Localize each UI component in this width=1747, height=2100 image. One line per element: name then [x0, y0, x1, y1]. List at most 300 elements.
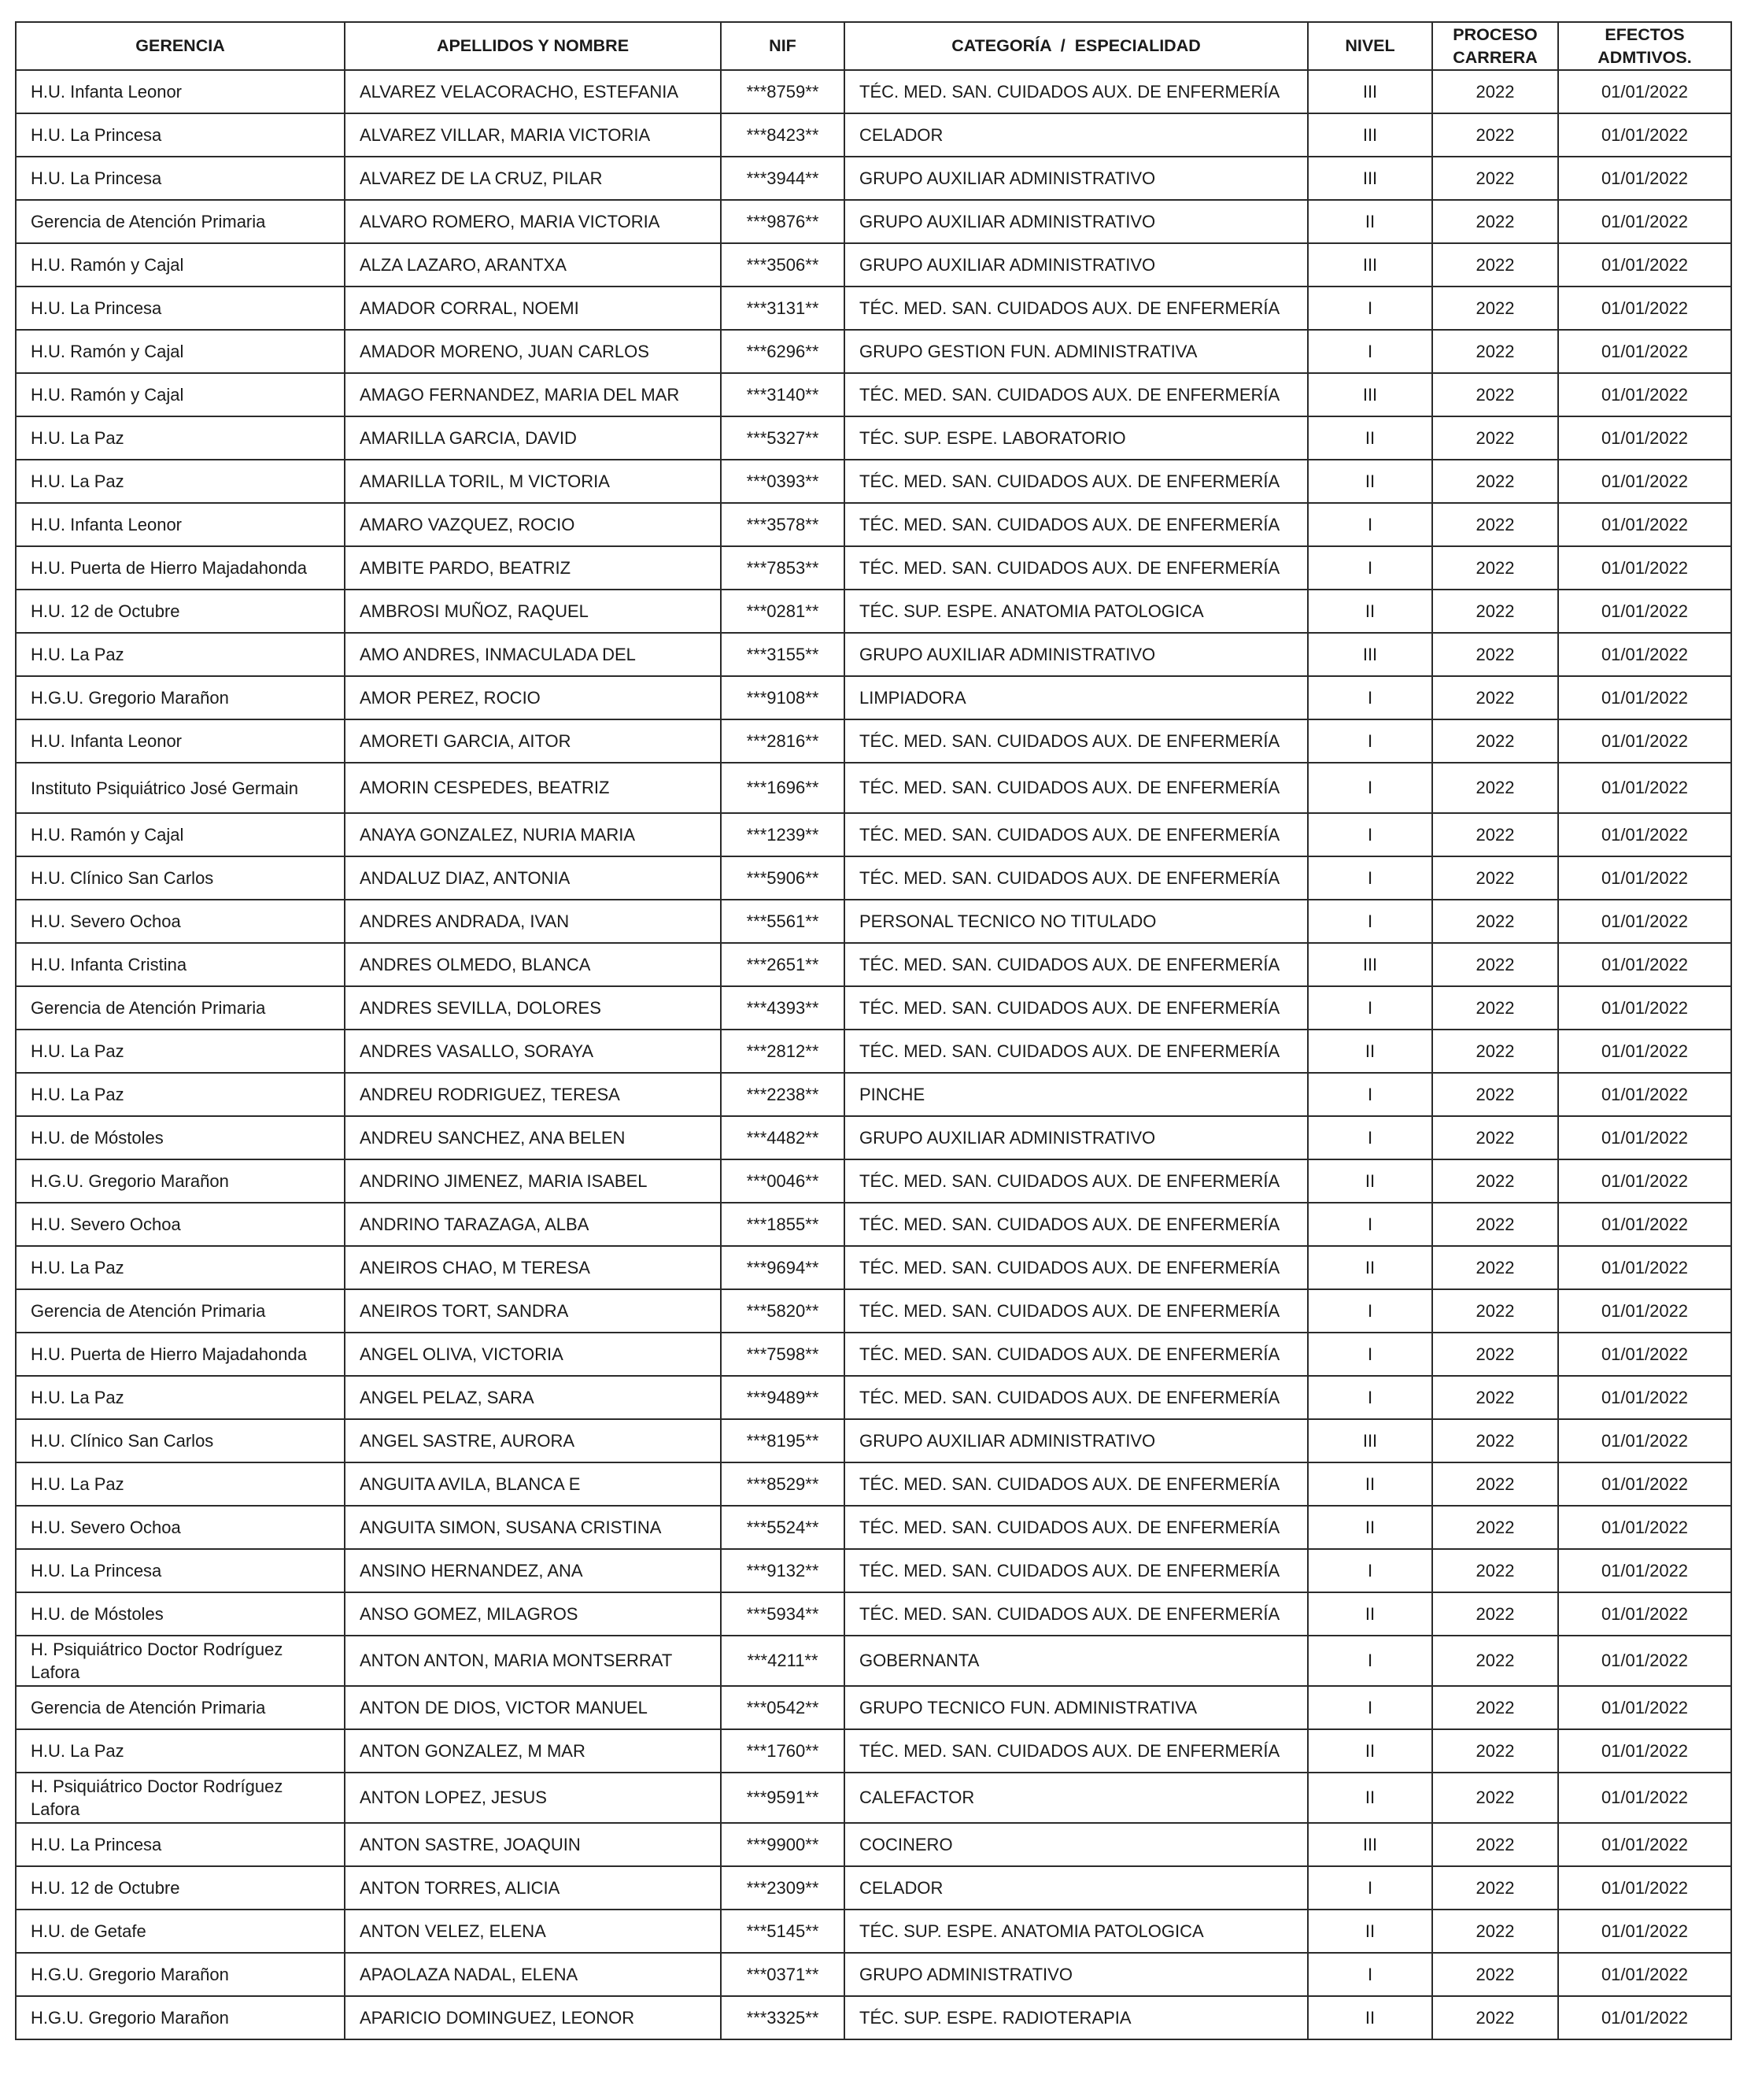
cell-categoria: TÉC. MED. SAN. CUIDADOS AUX. DE ENFERMERÍA — [844, 1289, 1308, 1333]
table-row — [16, 813, 1731, 856]
cell-nombre: ANGEL PELAZ, SARA — [345, 1376, 721, 1419]
cell-efectos: 01/01/2022 — [1558, 157, 1731, 200]
cell-gerencia: H.U. Severo Ochoa — [16, 900, 345, 943]
cell-categoria: TÉC. MED. SAN. CUIDADOS AUX. DE ENFERMERÍA — [844, 1333, 1308, 1376]
table-row — [16, 200, 1731, 243]
cell-gerencia: H.U. de Móstoles — [16, 1116, 345, 1159]
table-row — [16, 1159, 1731, 1203]
cell-nivel: II — [1308, 416, 1432, 460]
table-row — [16, 590, 1731, 633]
cell-nombre: ANTON GONZALEZ, M MAR — [345, 1729, 721, 1773]
cell-nif: ***9132** — [721, 1549, 844, 1592]
cell-proceso: 2022 — [1432, 856, 1558, 900]
table-row — [16, 763, 1731, 813]
col-header-proceso: PROCESO CARRERA — [1432, 22, 1558, 70]
cell-nombre: AMORIN CESPEDES, BEATRIZ — [345, 763, 721, 813]
cell-nombre: AMORETI GARCIA, AITOR — [345, 719, 721, 763]
cell-efectos: 01/01/2022 — [1558, 1462, 1731, 1506]
cell-categoria: TÉC. MED. SAN. CUIDADOS AUX. DE ENFERMERÍA — [844, 1030, 1308, 1073]
table-row — [16, 1953, 1731, 1996]
cell-nombre: ANEIROS CHAO, M TERESA — [345, 1246, 721, 1289]
cell-nif: ***3131** — [721, 287, 844, 330]
cell-proceso: 2022 — [1432, 1376, 1558, 1419]
cell-nivel: II — [1308, 1246, 1432, 1289]
table-row — [16, 1773, 1731, 1823]
cell-gerencia: H.U. Ramón y Cajal — [16, 243, 345, 287]
table-row — [16, 1549, 1731, 1592]
table-row — [16, 1203, 1731, 1246]
cell-proceso: 2022 — [1432, 1419, 1558, 1462]
cell-nombre: ANAYA GONZALEZ, NURIA MARIA — [345, 813, 721, 856]
table-row — [16, 460, 1731, 503]
cell-nivel: III — [1308, 70, 1432, 113]
cell-efectos: 01/01/2022 — [1558, 70, 1731, 113]
col-header-efectos: EFECTOS ADMTIVOS. — [1558, 22, 1731, 70]
cell-categoria: TÉC. MED. SAN. CUIDADOS AUX. DE ENFERMERÍA — [844, 1592, 1308, 1636]
cell-nif: ***2651** — [721, 943, 844, 986]
cell-categoria: TÉC. MED. SAN. CUIDADOS AUX. DE ENFERMERÍA — [844, 856, 1308, 900]
table-row — [16, 416, 1731, 460]
cell-gerencia: H.U. 12 de Octubre — [16, 1866, 345, 1910]
cell-efectos: 01/01/2022 — [1558, 373, 1731, 416]
cell-efectos: 01/01/2022 — [1558, 460, 1731, 503]
cell-gerencia: H.U. Puerta de Hierro Majadahonda — [16, 546, 345, 590]
cell-proceso: 2022 — [1432, 1866, 1558, 1910]
cell-nombre: ANGUITA SIMON, SUSANA CRISTINA — [345, 1506, 721, 1549]
cell-nif: ***5145** — [721, 1910, 844, 1953]
cell-gerencia: H.U. Puerta de Hierro Majadahonda — [16, 1333, 345, 1376]
personnel-table — [15, 21, 1732, 2040]
cell-categoria: TÉC. MED. SAN. CUIDADOS AUX. DE ENFERMERÍA — [844, 1729, 1308, 1773]
cell-efectos: 01/01/2022 — [1558, 287, 1731, 330]
cell-nombre: AMADOR MORENO, JUAN CARLOS — [345, 330, 721, 373]
cell-gerencia: H.U. Infanta Cristina — [16, 943, 345, 986]
cell-nivel: II — [1308, 1592, 1432, 1636]
cell-nombre: ANEIROS TORT, SANDRA — [345, 1289, 721, 1333]
cell-efectos: 01/01/2022 — [1558, 1289, 1731, 1333]
cell-efectos: 01/01/2022 — [1558, 546, 1731, 590]
cell-nivel: III — [1308, 633, 1432, 676]
table-row — [16, 1729, 1731, 1773]
cell-gerencia: H. Psiquiátrico Doctor Rodríguez Lafora — [16, 1773, 345, 1823]
cell-nombre: ANGUITA AVILA, BLANCA E — [345, 1462, 721, 1506]
cell-efectos: 01/01/2022 — [1558, 1910, 1731, 1953]
cell-gerencia: H.U. La Princesa — [16, 287, 345, 330]
cell-categoria: TÉC. SUP. ESPE. RADIOTERAPIA — [844, 1996, 1308, 2039]
table-row — [16, 330, 1731, 373]
table-row — [16, 986, 1731, 1030]
cell-proceso: 2022 — [1432, 1686, 1558, 1729]
cell-proceso: 2022 — [1432, 590, 1558, 633]
table-row — [16, 856, 1731, 900]
cell-nivel: III — [1308, 157, 1432, 200]
cell-nivel: I — [1308, 1549, 1432, 1592]
cell-proceso: 2022 — [1432, 546, 1558, 590]
cell-proceso: 2022 — [1432, 1159, 1558, 1203]
cell-nombre: AMBITE PARDO, BEATRIZ — [345, 546, 721, 590]
cell-proceso: 2022 — [1432, 1729, 1558, 1773]
cell-efectos: 01/01/2022 — [1558, 1376, 1731, 1419]
cell-nivel: II — [1308, 1910, 1432, 1953]
cell-gerencia: H.U. La Princesa — [16, 1823, 345, 1866]
cell-nif: ***9694** — [721, 1246, 844, 1289]
cell-categoria: GRUPO AUXILIAR ADMINISTRATIVO — [844, 157, 1308, 200]
cell-gerencia: H.U. de Getafe — [16, 1910, 345, 1953]
cell-nombre: ANDALUZ DIAZ, ANTONIA — [345, 856, 721, 900]
cell-nif: ***5906** — [721, 856, 844, 900]
cell-gerencia: H.U. Severo Ochoa — [16, 1203, 345, 1246]
cell-gerencia: H.U. Clínico San Carlos — [16, 856, 345, 900]
table-row — [16, 1376, 1731, 1419]
cell-nombre: ANTON DE DIOS, VICTOR MANUEL — [345, 1686, 721, 1729]
table-row — [16, 1246, 1731, 1289]
cell-nif: ***2812** — [721, 1030, 844, 1073]
cell-categoria: GRUPO GESTION FUN. ADMINISTRATIVA — [844, 330, 1308, 373]
cell-proceso: 2022 — [1432, 719, 1558, 763]
cell-gerencia: H.U. La Princesa — [16, 113, 345, 157]
table-row — [16, 287, 1731, 330]
cell-efectos: 01/01/2022 — [1558, 1333, 1731, 1376]
cell-gerencia: H.U. Ramón y Cajal — [16, 330, 345, 373]
cell-nivel: III — [1308, 243, 1432, 287]
cell-categoria: TÉC. MED. SAN. CUIDADOS AUX. DE ENFERMERÍA — [844, 1462, 1308, 1506]
cell-categoria: TÉC. MED. SAN. CUIDADOS AUX. DE ENFERMERÍA — [844, 986, 1308, 1030]
cell-nivel: I — [1308, 1376, 1432, 1419]
cell-nif: ***0393** — [721, 460, 844, 503]
cell-categoria: PERSONAL TECNICO NO TITULADO — [844, 900, 1308, 943]
cell-nif: ***8529** — [721, 1462, 844, 1506]
cell-proceso: 2022 — [1432, 70, 1558, 113]
cell-nivel: II — [1308, 1773, 1432, 1823]
cell-categoria: GRUPO AUXILIAR ADMINISTRATIVO — [844, 1116, 1308, 1159]
cell-gerencia: H.U. Infanta Leonor — [16, 70, 345, 113]
cell-nivel: I — [1308, 856, 1432, 900]
cell-nif: ***5561** — [721, 900, 844, 943]
cell-categoria: TÉC. MED. SAN. CUIDADOS AUX. DE ENFERMERÍA — [844, 1203, 1308, 1246]
cell-efectos: 01/01/2022 — [1558, 200, 1731, 243]
cell-gerencia: H.U. La Paz — [16, 633, 345, 676]
cell-nombre: ANTON VELEZ, ELENA — [345, 1910, 721, 1953]
cell-nif: ***5934** — [721, 1592, 844, 1636]
cell-categoria: GRUPO ADMINISTRATIVO — [844, 1953, 1308, 1996]
table-row — [16, 633, 1731, 676]
cell-nif: ***8195** — [721, 1419, 844, 1462]
cell-nif: ***8423** — [721, 113, 844, 157]
cell-nombre: ANSINO HERNANDEZ, ANA — [345, 1549, 721, 1592]
table-row — [16, 1462, 1731, 1506]
cell-gerencia: H. Psiquiátrico Doctor Rodríguez Lafora — [16, 1636, 345, 1686]
cell-gerencia: Gerencia de Atención Primaria — [16, 1289, 345, 1333]
cell-nif: ***3155** — [721, 633, 844, 676]
cell-nif: ***9489** — [721, 1376, 844, 1419]
cell-nif: ***9876** — [721, 200, 844, 243]
cell-nombre: AMARO VAZQUEZ, ROCIO — [345, 503, 721, 546]
cell-nombre: AMBROSI MUÑOZ, RAQUEL — [345, 590, 721, 633]
cell-categoria: CELADOR — [844, 113, 1308, 157]
cell-efectos: 01/01/2022 — [1558, 1159, 1731, 1203]
cell-nivel: II — [1308, 460, 1432, 503]
cell-categoria: TÉC. SUP. ESPE. LABORATORIO — [844, 416, 1308, 460]
cell-gerencia: H.G.U. Gregorio Marañon — [16, 676, 345, 719]
cell-gerencia: H.U. La Paz — [16, 460, 345, 503]
cell-nif: ***1855** — [721, 1203, 844, 1246]
cell-nombre: ALZA LAZARO, ARANTXA — [345, 243, 721, 287]
cell-efectos: 01/01/2022 — [1558, 1419, 1731, 1462]
cell-nivel: II — [1308, 200, 1432, 243]
cell-nivel: I — [1308, 1636, 1432, 1686]
table-row — [16, 503, 1731, 546]
cell-nif: ***4393** — [721, 986, 844, 1030]
cell-nif: ***0046** — [721, 1159, 844, 1203]
table-row — [16, 1686, 1731, 1729]
cell-gerencia: Gerencia de Atención Primaria — [16, 986, 345, 1030]
col-header-nif: NIF — [721, 22, 844, 70]
cell-categoria: TÉC. MED. SAN. CUIDADOS AUX. DE ENFERMERÍA — [844, 719, 1308, 763]
cell-efectos: 01/01/2022 — [1558, 1729, 1731, 1773]
cell-gerencia: H.U. Ramón y Cajal — [16, 373, 345, 416]
cell-nivel: II — [1308, 1506, 1432, 1549]
cell-nivel: II — [1308, 1030, 1432, 1073]
cell-efectos: 01/01/2022 — [1558, 763, 1731, 813]
table-row — [16, 676, 1731, 719]
cell-nivel: III — [1308, 373, 1432, 416]
cell-gerencia: H.G.U. Gregorio Marañon — [16, 1953, 345, 1996]
cell-proceso: 2022 — [1432, 200, 1558, 243]
cell-categoria: CALEFACTOR — [844, 1773, 1308, 1823]
cell-nif: ***3578** — [721, 503, 844, 546]
table-row — [16, 1289, 1731, 1333]
cell-proceso: 2022 — [1432, 1953, 1558, 1996]
table-row — [16, 1592, 1731, 1636]
cell-nif: ***2238** — [721, 1073, 844, 1116]
cell-nif: ***4211** — [721, 1636, 844, 1686]
cell-nif: ***9900** — [721, 1823, 844, 1866]
cell-categoria: GRUPO AUXILIAR ADMINISTRATIVO — [844, 633, 1308, 676]
table-row — [16, 1419, 1731, 1462]
cell-nombre: ANSO GOMEZ, MILAGROS — [345, 1592, 721, 1636]
cell-efectos: 01/01/2022 — [1558, 1030, 1731, 1073]
cell-nombre: ANDRINO TARAZAGA, ALBA — [345, 1203, 721, 1246]
cell-efectos: 01/01/2022 — [1558, 1549, 1731, 1592]
table-row — [16, 1636, 1731, 1686]
cell-nif: ***3140** — [721, 373, 844, 416]
cell-nombre: AMOR PEREZ, ROCIO — [345, 676, 721, 719]
cell-nif: ***2816** — [721, 719, 844, 763]
cell-proceso: 2022 — [1432, 1636, 1558, 1686]
cell-gerencia: H.U. La Paz — [16, 1030, 345, 1073]
cell-efectos: 01/01/2022 — [1558, 1246, 1731, 1289]
cell-efectos: 01/01/2022 — [1558, 1073, 1731, 1116]
cell-nombre: AMARILLA GARCIA, DAVID — [345, 416, 721, 460]
cell-categoria: TÉC. MED. SAN. CUIDADOS AUX. DE ENFERMERÍA — [844, 813, 1308, 856]
cell-efectos: 01/01/2022 — [1558, 330, 1731, 373]
cell-efectos: 01/01/2022 — [1558, 943, 1731, 986]
cell-gerencia: H.U. Infanta Leonor — [16, 719, 345, 763]
cell-nombre: AMARILLA TORIL, M VICTORIA — [345, 460, 721, 503]
cell-nombre: AMAGO FERNANDEZ, MARIA DEL MAR — [345, 373, 721, 416]
cell-nif: ***4482** — [721, 1116, 844, 1159]
cell-nif: ***7853** — [721, 546, 844, 590]
cell-nombre: ALVAREZ VELACORACHO, ESTEFANIA — [345, 70, 721, 113]
cell-categoria: GRUPO AUXILIAR ADMINISTRATIVO — [844, 243, 1308, 287]
cell-categoria: TÉC. MED. SAN. CUIDADOS AUX. DE ENFERMERÍA — [844, 1506, 1308, 1549]
cell-categoria: GRUPO AUXILIAR ADMINISTRATIVO — [844, 200, 1308, 243]
cell-efectos: 01/01/2022 — [1558, 856, 1731, 900]
table-row — [16, 546, 1731, 590]
table-row — [16, 243, 1731, 287]
cell-efectos: 01/01/2022 — [1558, 1506, 1731, 1549]
cell-nombre: ANGEL OLIVA, VICTORIA — [345, 1333, 721, 1376]
col-header-categoria: CATEGORÍA / ESPECIALIDAD — [844, 22, 1308, 70]
cell-nivel: I — [1308, 1953, 1432, 1996]
cell-nombre: ANTON ANTON, MARIA MONTSERRAT — [345, 1636, 721, 1686]
cell-nivel: I — [1308, 986, 1432, 1030]
cell-nif: ***2309** — [721, 1866, 844, 1910]
cell-categoria: TÉC. MED. SAN. CUIDADOS AUX. DE ENFERMERÍA — [844, 373, 1308, 416]
table-row — [16, 157, 1731, 200]
cell-nif: ***0542** — [721, 1686, 844, 1729]
cell-nombre: APAOLAZA NADAL, ELENA — [345, 1953, 721, 1996]
cell-proceso: 2022 — [1432, 1462, 1558, 1506]
cell-nivel: I — [1308, 1866, 1432, 1910]
cell-gerencia: H.U. La Paz — [16, 1073, 345, 1116]
cell-nivel: II — [1308, 1996, 1432, 2039]
cell-nivel: III — [1308, 113, 1432, 157]
cell-nivel: III — [1308, 1419, 1432, 1462]
cell-efectos: 01/01/2022 — [1558, 1686, 1731, 1729]
cell-nif: ***1696** — [721, 763, 844, 813]
cell-nombre: AMO ANDRES, INMACULADA DEL — [345, 633, 721, 676]
cell-efectos: 01/01/2022 — [1558, 113, 1731, 157]
cell-nif: ***0281** — [721, 590, 844, 633]
cell-gerencia: H.U. Infanta Leonor — [16, 503, 345, 546]
cell-nombre: ANTON LOPEZ, JESUS — [345, 1773, 721, 1823]
cell-gerencia: H.U. La Princesa — [16, 1549, 345, 1592]
col-header-nombre: APELLIDOS Y NOMBRE — [345, 22, 721, 70]
cell-nif: ***9591** — [721, 1773, 844, 1823]
cell-nif: ***7598** — [721, 1333, 844, 1376]
cell-nombre: ANDRES SEVILLA, DOLORES — [345, 986, 721, 1030]
table-row — [16, 1333, 1731, 1376]
cell-proceso: 2022 — [1432, 243, 1558, 287]
cell-efectos: 01/01/2022 — [1558, 986, 1731, 1030]
cell-nombre: AMADOR CORRAL, NOEMI — [345, 287, 721, 330]
cell-categoria: COCINERO — [844, 1823, 1308, 1866]
cell-proceso: 2022 — [1432, 676, 1558, 719]
cell-categoria: TÉC. MED. SAN. CUIDADOS AUX. DE ENFERMERÍA — [844, 1159, 1308, 1203]
cell-nivel: I — [1308, 1289, 1432, 1333]
cell-nivel: I — [1308, 763, 1432, 813]
cell-efectos: 01/01/2022 — [1558, 416, 1731, 460]
cell-nivel: I — [1308, 813, 1432, 856]
cell-efectos: 01/01/2022 — [1558, 1203, 1731, 1246]
cell-proceso: 2022 — [1432, 1823, 1558, 1866]
cell-categoria: TÉC. MED. SAN. CUIDADOS AUX. DE ENFERMERÍA — [844, 287, 1308, 330]
cell-nif: ***1760** — [721, 1729, 844, 1773]
cell-nivel: I — [1308, 287, 1432, 330]
cell-proceso: 2022 — [1432, 1333, 1558, 1376]
cell-gerencia: H.G.U. Gregorio Marañon — [16, 1996, 345, 2039]
table-row — [16, 1910, 1731, 1953]
cell-gerencia: H.U. La Princesa — [16, 157, 345, 200]
cell-categoria: TÉC. MED. SAN. CUIDADOS AUX. DE ENFERMERÍA — [844, 1549, 1308, 1592]
cell-nif: ***6296** — [721, 330, 844, 373]
cell-nivel: II — [1308, 590, 1432, 633]
table-row — [16, 1866, 1731, 1910]
cell-nombre: ANDREU SANCHEZ, ANA BELEN — [345, 1116, 721, 1159]
cell-categoria: TÉC. SUP. ESPE. ANATOMIA PATOLOGICA — [844, 590, 1308, 633]
cell-categoria: TÉC. MED. SAN. CUIDADOS AUX. DE ENFERMERÍA — [844, 1376, 1308, 1419]
cell-proceso: 2022 — [1432, 900, 1558, 943]
cell-nombre: ANDREU RODRIGUEZ, TERESA — [345, 1073, 721, 1116]
cell-gerencia: H.U. La Paz — [16, 1376, 345, 1419]
cell-gerencia: H.U. Severo Ochoa — [16, 1506, 345, 1549]
cell-categoria: TÉC. MED. SAN. CUIDADOS AUX. DE ENFERMERÍA — [844, 546, 1308, 590]
col-header-gerencia: GERENCIA — [16, 22, 345, 70]
cell-efectos: 01/01/2022 — [1558, 1953, 1731, 1996]
cell-proceso: 2022 — [1432, 633, 1558, 676]
cell-efectos: 01/01/2022 — [1558, 633, 1731, 676]
cell-categoria: TÉC. MED. SAN. CUIDADOS AUX. DE ENFERMERÍA — [844, 70, 1308, 113]
cell-categoria: CELADOR — [844, 1866, 1308, 1910]
cell-gerencia: H.U. 12 de Octubre — [16, 590, 345, 633]
table-row — [16, 943, 1731, 986]
table-row — [16, 70, 1731, 113]
cell-nivel: III — [1308, 943, 1432, 986]
cell-nif: ***3506** — [721, 243, 844, 287]
cell-efectos: 01/01/2022 — [1558, 1636, 1731, 1686]
cell-proceso: 2022 — [1432, 460, 1558, 503]
cell-nif: ***5524** — [721, 1506, 844, 1549]
cell-efectos: 01/01/2022 — [1558, 590, 1731, 633]
cell-nivel: I — [1308, 1073, 1432, 1116]
header-row — [16, 22, 1731, 70]
cell-gerencia: H.U. La Paz — [16, 416, 345, 460]
table-row — [16, 1506, 1731, 1549]
cell-nif: ***1239** — [721, 813, 844, 856]
cell-nombre: ALVAREZ VILLAR, MARIA VICTORIA — [345, 113, 721, 157]
cell-proceso: 2022 — [1432, 1773, 1558, 1823]
table-row — [16, 1116, 1731, 1159]
cell-efectos: 01/01/2022 — [1558, 1866, 1731, 1910]
cell-nombre: ALVARO ROMERO, MARIA VICTORIA — [345, 200, 721, 243]
cell-nivel: III — [1308, 1823, 1432, 1866]
cell-nif: ***3325** — [721, 1996, 844, 2039]
cell-nivel: II — [1308, 1729, 1432, 1773]
cell-nivel: I — [1308, 330, 1432, 373]
cell-gerencia: H.U. La Paz — [16, 1246, 345, 1289]
table-row — [16, 373, 1731, 416]
cell-proceso: 2022 — [1432, 1289, 1558, 1333]
cell-efectos: 01/01/2022 — [1558, 1996, 1731, 2039]
cell-efectos: 01/01/2022 — [1558, 1592, 1731, 1636]
cell-nivel: II — [1308, 1462, 1432, 1506]
cell-gerencia: Instituto Psiquiátrico José Germain — [16, 763, 345, 813]
table-row — [16, 1996, 1731, 2039]
cell-efectos: 01/01/2022 — [1558, 813, 1731, 856]
cell-proceso: 2022 — [1432, 157, 1558, 200]
cell-gerencia: H.U. Clínico San Carlos — [16, 1419, 345, 1462]
cell-efectos: 01/01/2022 — [1558, 719, 1731, 763]
cell-nombre: ANDRINO JIMENEZ, MARIA ISABEL — [345, 1159, 721, 1203]
cell-nombre: ANDRES VASALLO, SORAYA — [345, 1030, 721, 1073]
cell-nivel: I — [1308, 719, 1432, 763]
cell-proceso: 2022 — [1432, 373, 1558, 416]
cell-nivel: I — [1308, 1203, 1432, 1246]
cell-proceso: 2022 — [1432, 1506, 1558, 1549]
cell-nif: ***0371** — [721, 1953, 844, 1996]
cell-gerencia: H.U. La Paz — [16, 1462, 345, 1506]
